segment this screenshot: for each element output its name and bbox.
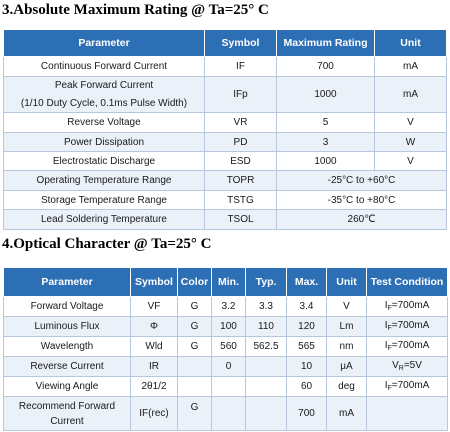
color-cell — [178, 377, 212, 397]
col-header-symbol: Symbol — [131, 268, 178, 297]
symbol-cell: ESD — [205, 152, 277, 171]
param-note: (1/10 Duty Cycle, 0.1ms Pulse Width) — [20, 98, 188, 109]
col-header-min: Min. — [212, 268, 246, 297]
table-row — [4, 297, 448, 317]
unit-cell: μA — [327, 357, 367, 377]
unit-cell: mA — [375, 77, 447, 113]
cond-rest: =700mA — [391, 319, 430, 331]
table-row — [4, 397, 448, 431]
cond-base: I — [384, 319, 388, 331]
condition-cell — [367, 317, 448, 337]
param-cell: Operating Temperature Range — [4, 171, 205, 191]
table-row — [4, 113, 447, 133]
param-line-1: Recommend Forward — [18, 400, 116, 412]
section-3-heading: 3.Absolute Maximum Rating @ Ta=25° C — [2, 2, 269, 18]
color-cell: G — [178, 337, 212, 357]
rating-cell: -35°C to +80°C — [277, 191, 447, 210]
min-cell: 560 — [212, 337, 246, 357]
symbol-cell: PD — [205, 133, 277, 152]
cond-subscript: F — [387, 384, 392, 392]
table-row — [4, 210, 447, 230]
color-cell: G — [178, 317, 212, 337]
unit-cell: V — [375, 113, 447, 133]
unit-cell: mA — [375, 57, 447, 77]
param-cell: Forward Voltage — [4, 297, 131, 317]
param-cell: Electrostatic Discharge — [4, 152, 205, 171]
typ-cell — [246, 397, 287, 431]
typ-cell — [246, 377, 287, 397]
param-cell: Storage Temperature Range — [4, 191, 205, 210]
col-header-test-condition: Test Condition — [367, 268, 448, 297]
cond-rest: =5V — [403, 359, 422, 371]
color-cell: G — [178, 397, 212, 431]
unit-cell: V — [327, 297, 367, 317]
param-cell: Reverse Voltage — [4, 113, 205, 133]
condition-cell — [367, 397, 448, 431]
section-4-heading: 4.Optical Character @ Ta=25° C — [2, 236, 212, 252]
table-row — [4, 57, 447, 77]
symbol-cell: Φ — [131, 317, 178, 337]
param-line-2: Current — [50, 415, 84, 427]
typ-cell: 110 — [246, 317, 287, 337]
color-cell — [178, 357, 212, 377]
param-main: Peak Forward Current — [54, 80, 154, 91]
table-row — [4, 77, 447, 113]
table-row — [4, 317, 448, 337]
min-cell: 0 — [212, 357, 246, 377]
rating-cell: 700 — [277, 57, 375, 77]
col-header-parameter: Parameter — [4, 268, 131, 297]
typ-cell — [246, 357, 287, 377]
symbol-cell: TSTG — [205, 191, 277, 210]
rating-cell: 1000 — [277, 77, 375, 113]
param-cell: Power Dissipation — [4, 133, 205, 152]
unit-cell: V — [375, 152, 447, 171]
absolute-max-rating-table — [3, 29, 447, 230]
table-row — [4, 152, 447, 171]
col-header-typ: Typ. — [246, 268, 287, 297]
col-header-symbol: Symbol — [205, 30, 277, 57]
rating-cell: -25°C to +60°C — [277, 171, 447, 191]
symbol-cell: IF — [205, 57, 277, 77]
cond-base: I — [384, 379, 388, 391]
rating-cell: 3 — [277, 133, 375, 152]
rating-cell: 260℃ — [277, 210, 447, 230]
col-header-unit: Unit — [327, 268, 367, 297]
typ-cell: 562.5 — [246, 337, 287, 357]
col-header-max: Max. — [287, 268, 327, 297]
table-row — [4, 337, 448, 357]
rating-cell: 5 — [277, 113, 375, 133]
min-cell — [212, 377, 246, 397]
param-cell: Reverse Current — [4, 357, 131, 377]
symbol-cell: TSOL — [205, 210, 277, 230]
cond-rest: =700mA — [391, 299, 430, 311]
table-row — [4, 377, 448, 397]
symbol-cell: 2θ1/2 — [131, 377, 178, 397]
condition-cell — [367, 357, 448, 377]
cond-subscript: F — [387, 344, 392, 352]
condition-cell — [367, 297, 448, 317]
table-row — [4, 357, 448, 377]
table-row — [4, 133, 447, 152]
cond-base: V — [392, 359, 399, 371]
col-header-color: Color — [178, 268, 212, 297]
cond-subscript: F — [387, 324, 392, 332]
param-cell — [4, 77, 205, 113]
symbol-cell: TOPR — [205, 171, 277, 191]
cond-rest: =700mA — [391, 379, 430, 391]
unit-cell: W — [375, 133, 447, 152]
min-cell: 3.2 — [212, 297, 246, 317]
unit-cell: deg — [327, 377, 367, 397]
unit-cell: mA — [327, 397, 367, 431]
col-header-unit: Unit — [375, 30, 447, 57]
cond-subscript: R — [398, 364, 404, 372]
unit-cell: Lm — [327, 317, 367, 337]
table-row — [4, 191, 447, 210]
table-row — [4, 171, 447, 191]
max-cell: 120 — [287, 317, 327, 337]
max-cell: 565 — [287, 337, 327, 357]
min-cell: 100 — [212, 317, 246, 337]
cond-base: I — [384, 299, 388, 311]
param-cell: Luminous Flux — [4, 317, 131, 337]
symbol-cell: VR — [205, 113, 277, 133]
param-cell: Lead Soldering Temperature — [4, 210, 205, 230]
symbol-cell: IF(rec) — [131, 397, 178, 431]
col-header-maximum-rating: Maximum Rating — [277, 30, 375, 57]
cond-subscript: F — [387, 304, 392, 312]
symbol-cell: Wld — [131, 337, 178, 357]
unit-cell: nm — [327, 337, 367, 357]
max-cell: 700 — [287, 397, 327, 431]
cond-rest: =700mA — [391, 339, 430, 351]
param-cell: Wavelength — [4, 337, 131, 357]
param-cell: Continuous Forward Current — [4, 57, 205, 77]
max-cell: 3.4 — [287, 297, 327, 317]
param-cell: Viewing Angle — [4, 377, 131, 397]
min-cell — [212, 397, 246, 431]
color-cell: G — [178, 297, 212, 317]
col-header-parameter: Parameter — [4, 30, 205, 57]
cond-base: I — [384, 339, 388, 351]
condition-cell — [367, 337, 448, 357]
symbol-cell: IR — [131, 357, 178, 377]
typ-cell: 3.3 — [246, 297, 287, 317]
condition-cell — [367, 377, 448, 397]
rating-cell: 1000 — [277, 152, 375, 171]
symbol-cell: VF — [131, 297, 178, 317]
optical-character-table — [3, 267, 448, 431]
max-cell: 60 — [287, 377, 327, 397]
max-cell: 10 — [287, 357, 327, 377]
symbol-cell: IFp — [205, 77, 277, 113]
param-cell — [4, 397, 131, 431]
